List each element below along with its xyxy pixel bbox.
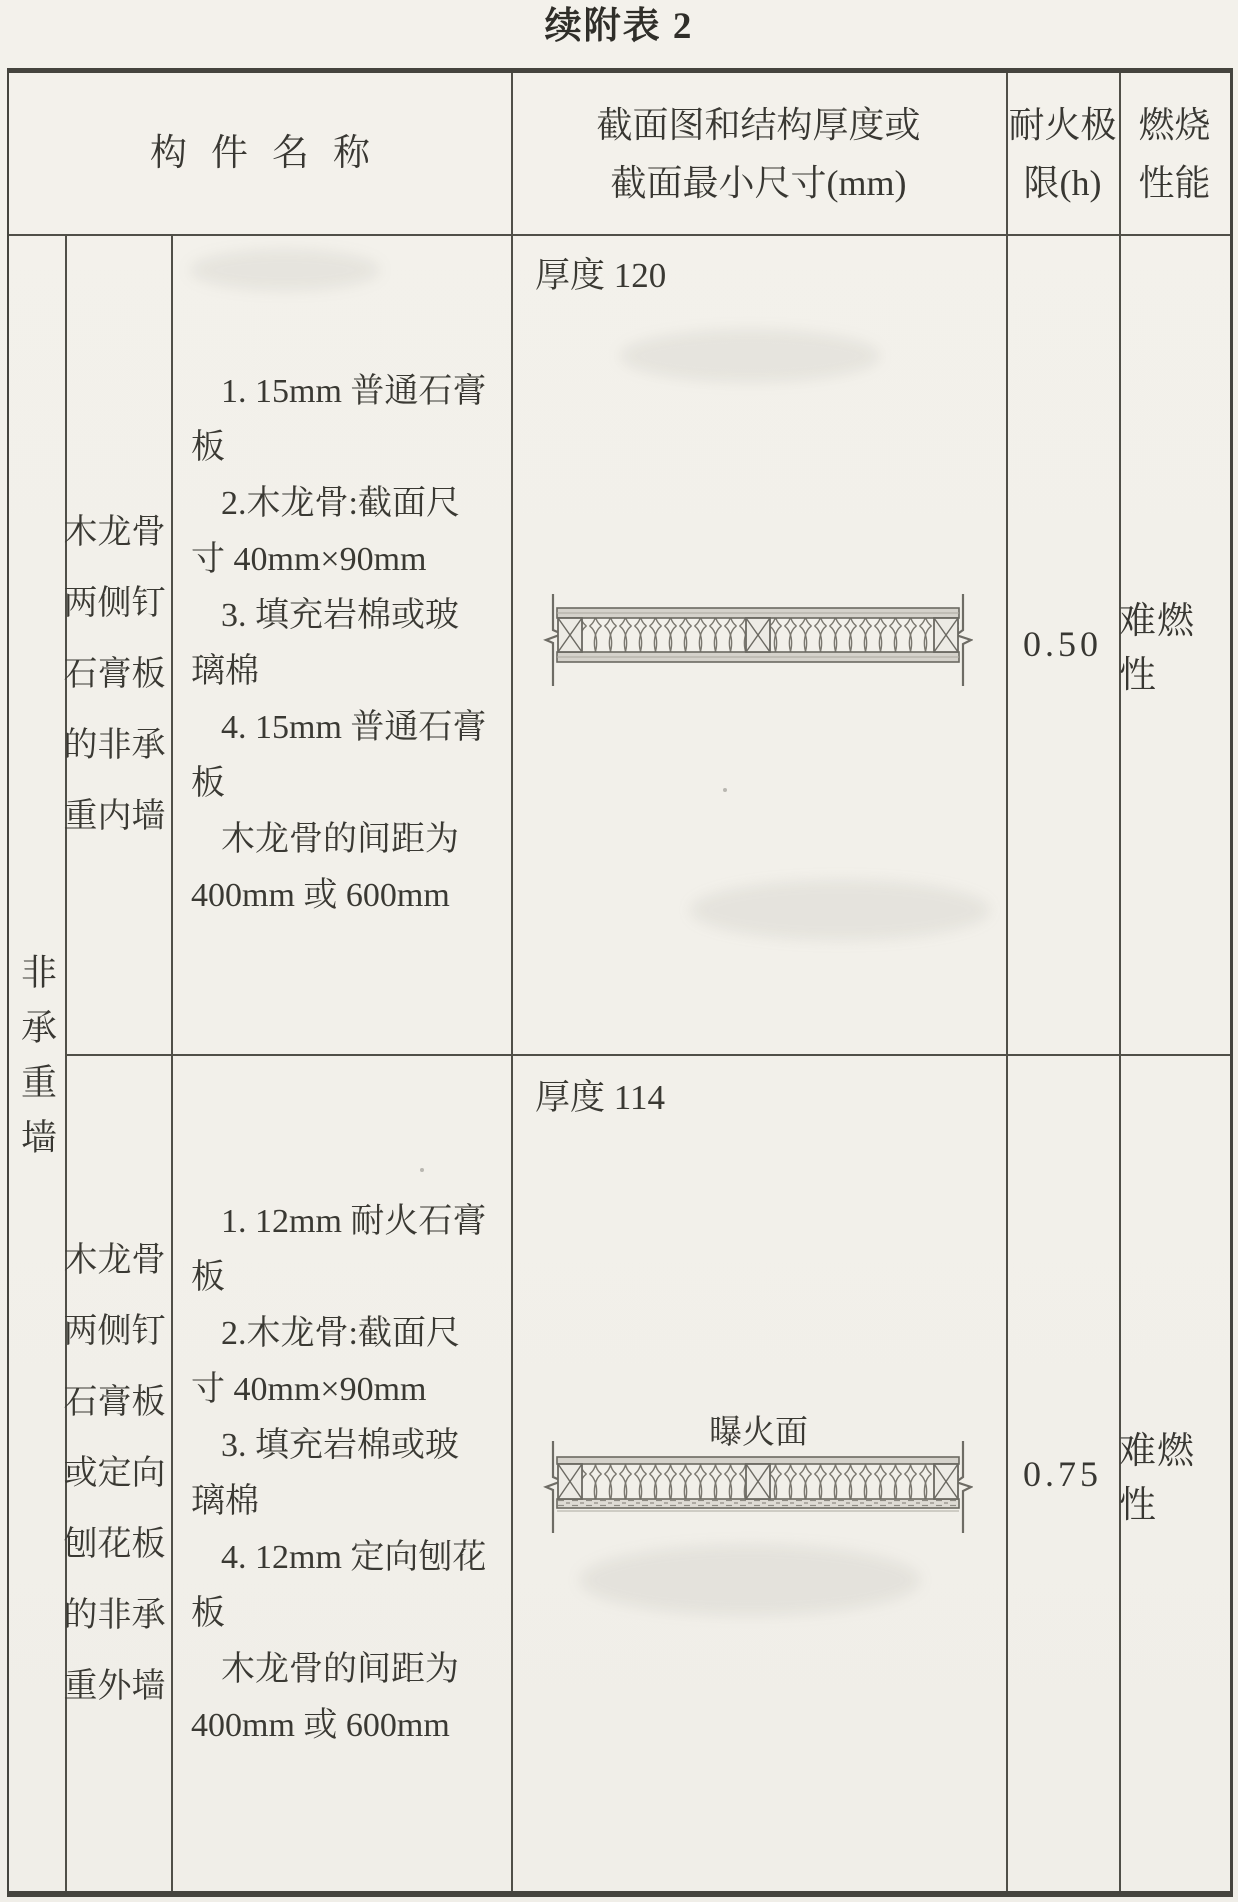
stud-right [934, 1464, 958, 1499]
spec-item: 木龙骨的间距为 400mm 或 600mm [191, 1650, 459, 1744]
spec-item: 2.木龙骨:截面尺寸 40mm×90mm [191, 485, 460, 578]
header-fire-limit-line1: 耐火极 [1008, 104, 1117, 145]
header-section-line2: 截面最小尺寸(mm) [610, 162, 907, 203]
header-section-line1: 截面图和结构厚度或 [596, 104, 921, 145]
spec-item: 3. 填充岩棉或玻璃棉 [191, 1426, 459, 1520]
spec-item: 2.木龙骨:截面尺寸 40mm×90mm [191, 1314, 460, 1408]
category-label: 非承重墙 [16, 952, 57, 1173]
stud-middle [746, 1464, 770, 1499]
row1-component-name: 木龙骨两侧钉石膏板的非承重内墙 [63, 513, 166, 835]
header-combustion [1119, 73, 1230, 234]
row2-diagram-cell [511, 1056, 1006, 1891]
row1-fire-rating: 0.50 [1023, 624, 1102, 664]
spec-item: 木龙骨的间距为 400mm 或 600mm [191, 821, 459, 914]
row1-thickness-label: 厚度 120 [535, 256, 667, 295]
spec-item: 4. 15mm 普通石膏板 [191, 709, 487, 802]
row1-component-cell [65, 234, 171, 1054]
spec-item: 4. 12mm 定向刨花板 [191, 1538, 487, 1632]
row2-fire-rating-cell [1006, 1056, 1119, 1891]
row2-thickness-label: 厚度 114 [535, 1078, 665, 1117]
row2-spec-cell [171, 1056, 511, 1891]
stud-middle [746, 618, 770, 652]
row1-spec-cell [171, 234, 511, 1054]
row1-combustion: 难燃性 [1119, 601, 1195, 696]
header-component-name-label: 构件名称 [150, 132, 394, 174]
header-combustion-line1: 燃烧 [1138, 104, 1211, 145]
spec-item: 3. 填充岩棉或玻璃棉 [191, 597, 459, 690]
row2-component-cell [65, 1056, 171, 1891]
row2-combustion: 难燃性 [1119, 1430, 1195, 1526]
row2-combustion-cell [1119, 1056, 1230, 1891]
row1-fire-rating-cell [1006, 234, 1119, 1054]
row2-component-name: 木龙骨两侧钉石膏板或定向刨花板的非承重外墙 [63, 1242, 166, 1705]
row1-diagram-cell [511, 234, 1006, 1054]
fire-resistance-table [7, 68, 1233, 1897]
header-section-dimensions [511, 73, 1006, 234]
page-title: 续附表 2 [544, 6, 694, 47]
category-cell [9, 234, 65, 1891]
row2-wall-section-diagram [543, 1439, 973, 1535]
row2-fire-rating: 0.75 [1023, 1453, 1102, 1494]
header-fire-limit [1006, 73, 1119, 234]
header-combustion-line2: 性能 [1138, 162, 1211, 203]
row1-combustion-cell [1119, 234, 1230, 1054]
row2-exposed-face-label: 曝火面 [709, 1415, 808, 1451]
spec-item: 1. 15mm 普通石膏板 [191, 373, 487, 466]
stud-right [934, 618, 958, 652]
row1-wall-section-diagram [543, 592, 973, 688]
spec-item: 1. 12mm 耐火石膏板 [191, 1202, 487, 1296]
stud-left [558, 1464, 582, 1499]
header-fire-limit-line2: 限(h) [1023, 162, 1102, 203]
header-component-name [9, 73, 511, 234]
stud-left [558, 618, 582, 652]
